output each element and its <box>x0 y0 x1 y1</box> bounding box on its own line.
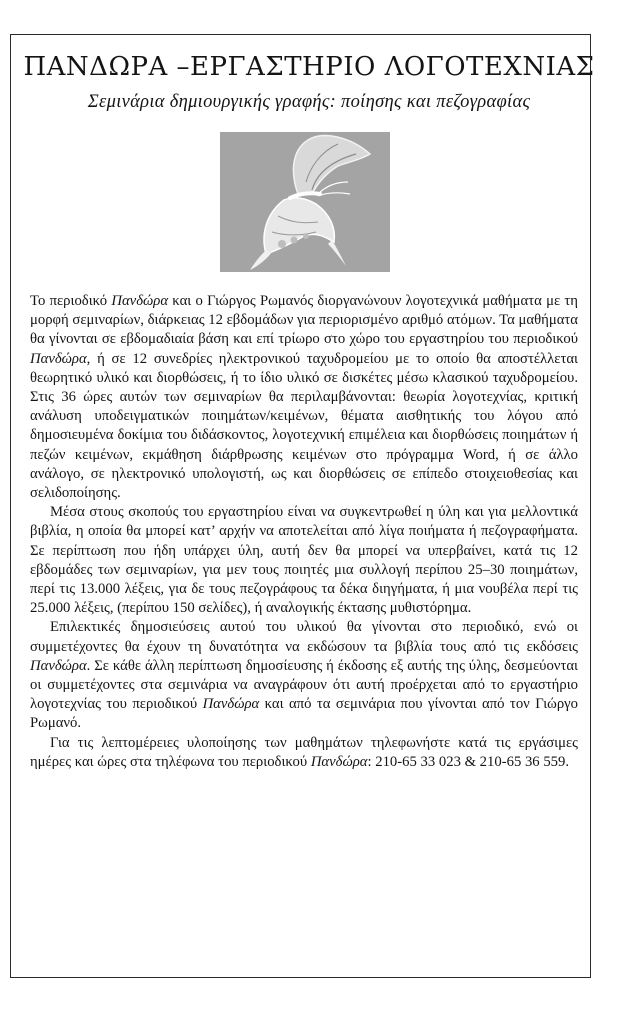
butterfly-illustration <box>220 132 390 272</box>
magazine-name: Πανδώρα <box>30 657 87 674</box>
page-subtitle: Σεμινάρια δημιουργικής γραφής: ποίησης και πεζογραφίας <box>87 92 531 112</box>
paragraph-contact: Για τις λεπτομέρειες υλοποίησης των μαθημάτων τηλεφωνήστε κατά τις εργάσιμες ημέρες και ώρες στα τηλέφωνα του περιοδικού Πανδώρα: 210-65 33 023 & 210-65 36 559. <box>30 734 578 770</box>
magazine-name: Πανδώρα <box>310 753 368 770</box>
magazine-name: Πανδώρα <box>202 696 260 713</box>
paragraph-goals: Μέσα στους σκοπούς του εργαστηρίου είναι να συγκεντρωθεί η ύλη και για μελλοντικά βιβλία, η οποία θα μπορεί κατ’ αρχήν να αποτελείται από λίγα ποιήματα ή πεζογραφήματα. Σε περίπτωση που ήδη υπάρχει ύλη, αυτή δεν θα μπορεί να υπερβαίνει, κατά τις 12 εβδομάδες των σεμιναρίων, για μεν τους ποιητές μια συλλογή περίπου 25–30 ποιημάτων, περί τις 13.000 λέξεις, για δε τους πεζογράφους τα δέκα διηγήματα, ή μια νουβέλα περί τις 25.000 λέξεις, (περίπου 150 σελίδες), ή αναλογικής έκτασης μυθιστόρημα. <box>30 504 578 617</box>
paragraph-publications: Επιλεκτικές δημοσιεύσεις αυτού του υλικού θα γίνονται στο περιοδικό, ενώ οι συμμετέχοντες θα έχουν τη δυνατότητα να εκδώσουν τα βιβλία τους από τις εκδόσεις Πανδώρα. Σε κάθε άλλη περίπτωση δημοσίευσης ή έκδοσης εξ αυτής της ύλης, δεσμεύονται οι συμμετέχοντες στα σεμινάρια να αναγράφουν ότι αυτή προέρχεται από το εργαστήριο λογοτεχνίας του περιοδικού Πανδώρα και από τα σεμινάρια που γίνονται από τον Γιώργο Ρωμανό. <box>30 619 578 732</box>
magazine-name: Πανδώρα <box>111 293 169 309</box>
magazine-name: Πανδώρα <box>30 350 87 367</box>
phone-numbers: : 210-65 33 023 & 210-65 36 559. <box>367 753 570 770</box>
butterfly-icon <box>220 132 390 272</box>
page-title: ΠΑΝΔΩΡΑ –ΕΡΓΑΣΤΗΡΙΟ ΛΟΓΟΤΕΧΝΙΑΣ <box>23 52 595 82</box>
paragraph-intro: Το περιοδικό Πανδώρα και ο Γιώργος Ρωμανός διοργανώνουν λογοτεχνικά μαθήματα με τη μορφή σεμιναρίων, διάρκειας 12 εβδομάδων για περιορισμένο αριθμό ατόμων. Τα μαθήματα θα γίνονται σε εβδομαδιαία βάση και επί τρίωρο στο χώρο του εργαστηρίου του περιοδικού Πανδώρα, ή σε 12 συνεδρίες ηλεκτρονικού ταχυδρομείου με το οποίο θα αποστέλλεται θεωρητικό υλικό και διορθώσεις, ή το ίδιο υλικό σε δισκέτες μέσω κλασικού ταχυδρομείου. Στις 36 ώρες αυτών των σεμιναρίων θα περιλαμβάνονται: θεωρία λογοτεχνίας, κριτική ανάλυση υποδειγματικών ποιημάτων/κειμένων, θέματα αισθητικής του λόγου από δημοσιευμένα δοκίμια του διδάσκοντος, λογοτεχνική επιμέλεια και διορθώσεις ποιημάτων ή πεζών κειμένων, εκμάθηση διάρθρωσης κειμένων στο πρόγραμμα Word, ή σε άλλο ανάλογο, σε ηλεκτρονικό υπολογιστή, ως και διορθώσεις σε επίπεδο στοιχειοθεσίας και σελιδοποίησης. <box>30 293 578 502</box>
article-body <box>30 292 578 772</box>
